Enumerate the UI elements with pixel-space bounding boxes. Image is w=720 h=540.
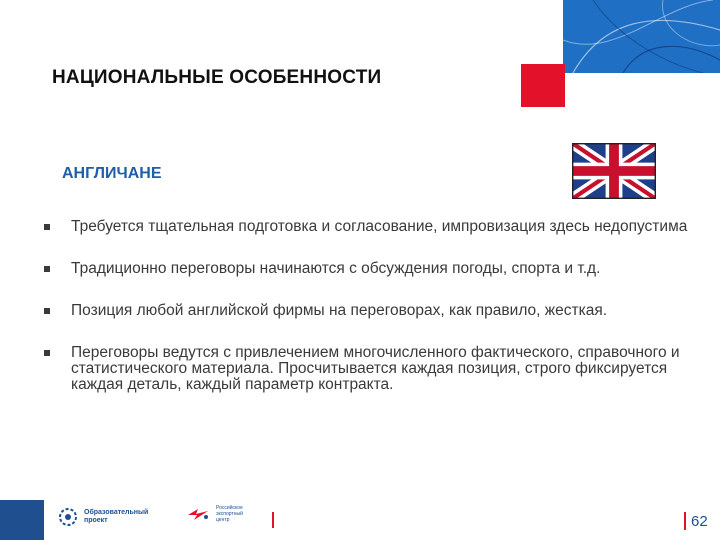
footer-divider	[272, 512, 274, 528]
uk-flag-icon	[572, 143, 656, 199]
bullet-text: Требуется тщательная подготовка и согласование, импровизация здесь недопустима	[71, 218, 688, 235]
globe-icon	[58, 507, 78, 527]
footer-blue-block	[0, 500, 44, 540]
section-subtitle: АНГЛИЧАНЕ	[62, 165, 162, 182]
export-center-logo	[186, 505, 256, 523]
bullet-list	[42, 219, 692, 393]
list-item	[42, 303, 692, 319]
list-item	[42, 345, 692, 393]
decorative-blue-square	[563, 0, 720, 73]
decorative-red-square	[521, 64, 565, 107]
bullet-marker	[44, 350, 50, 356]
list-item	[42, 261, 692, 277]
bullet-text: Переговоры ведутся с привлечением многочисленного фактического, справочного и статистического материала. Просчитывается каждая позиция, строго фиксируется каждая деталь, каждый параметр контракта.	[71, 344, 680, 393]
page-number-divider	[684, 512, 686, 530]
bullet-marker	[44, 266, 50, 272]
logo2-text: Российское экспортный центр	[216, 505, 243, 523]
education-project-logo	[58, 507, 149, 527]
page-number: 62	[691, 513, 708, 530]
logo1-text: Образовательный проект	[84, 509, 149, 524]
abstract-lines-graphic	[563, 0, 720, 73]
arrow-logo-icon	[186, 505, 212, 523]
list-item	[42, 219, 692, 235]
bullet-text: Позиция любой английской фирмы на переговорах, как правило, жесткая.	[71, 302, 608, 319]
page-title: НАЦИОНАЛЬНЫЕ ОСОБЕННОСТИ	[52, 67, 382, 88]
bullet-marker	[44, 308, 50, 314]
bullet-text: Традиционно переговоры начинаются с обсуждения погоды, спорта и т.д.	[71, 260, 601, 277]
bullet-marker	[44, 224, 50, 230]
